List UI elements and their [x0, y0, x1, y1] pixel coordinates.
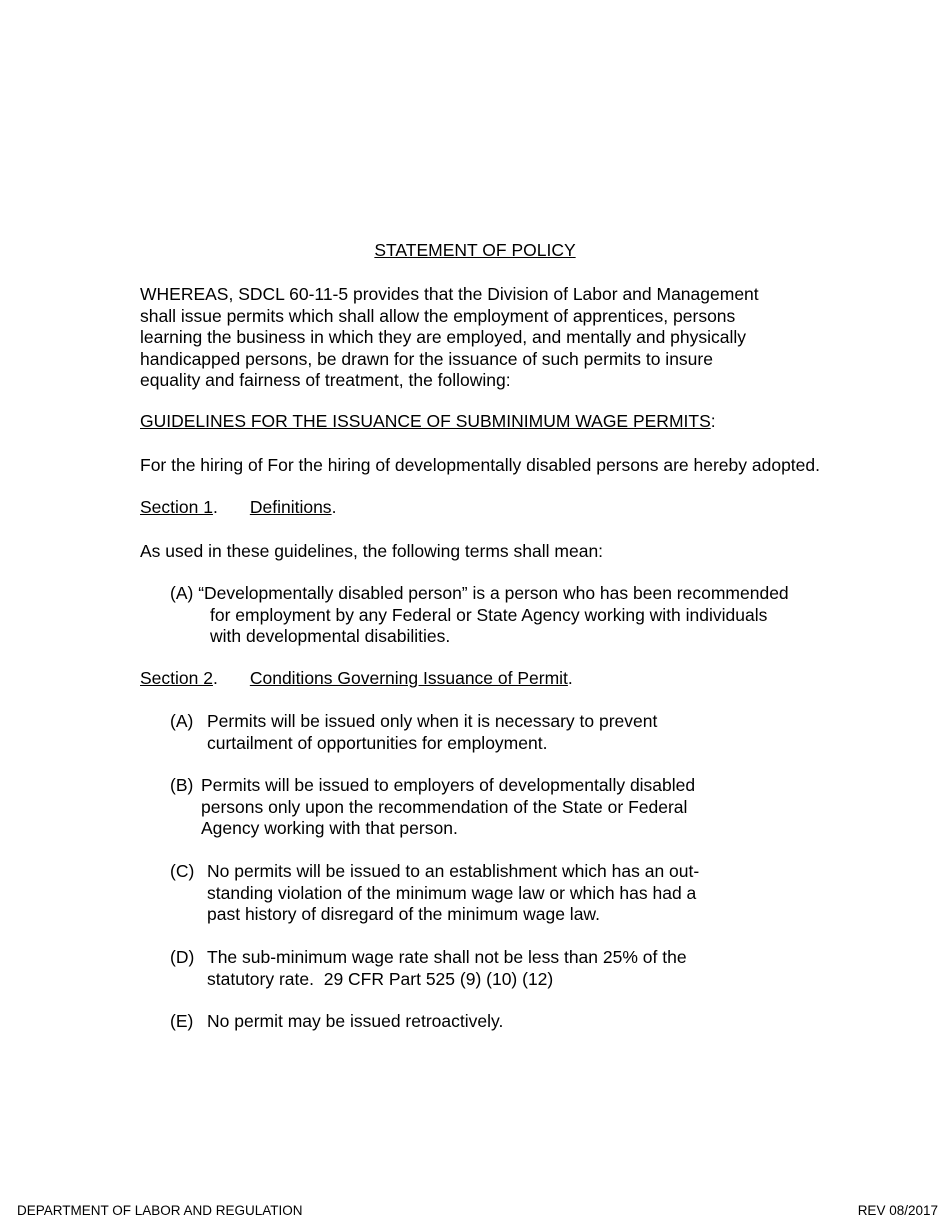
whereas-paragraph: [140, 284, 759, 392]
condition-line: Agency working with that person.: [201, 818, 458, 838]
guidelines-heading-text: GUIDELINES FOR THE ISSUANCE OF SUBMINIMUM WAGE PERMITS: [140, 411, 711, 431]
whereas-line: learning the business in which they are employed, and mentally and physically: [140, 327, 747, 347]
condition-line: curtailment of opportunities for employment.: [207, 732, 548, 753]
condition-line: persons only upon the recommendation of the State or Federal: [201, 796, 688, 817]
condition-line: past history of disregard of the minimum wage law.: [207, 904, 600, 924]
whereas-line: handicapped persons, be drawn for the issuance of such permits to insure: [140, 348, 713, 369]
section-1-number: Section 1: [140, 497, 213, 517]
condition-label: (A): [170, 711, 194, 731]
section-2-period: .: [212, 668, 218, 688]
definition-a-first-line: (A) “Developmentally disabled person” is a person who has been recommended: [170, 583, 789, 603]
footer-revision: REV 08/2017: [857, 1203, 938, 1218]
condition-line: Permits will be issued to employers of developmentally disabled: [201, 775, 696, 795]
section-1-period: .: [212, 497, 218, 517]
document-title: STATEMENT OF POLICY: [374, 240, 576, 260]
condition-label: (D): [170, 947, 195, 967]
section-1-heading: [140, 497, 336, 519]
whereas-line: WHEREAS, SDCL 60-11-5 provides that the Division of Labor and Management: [140, 284, 759, 304]
condition-line: The sub-minimum wage rate shall not be less than 25% of the: [207, 947, 687, 967]
condition-line: No permits will be issued to an establishment which has an out-: [207, 861, 700, 881]
hiring-paragraph: For the hiring of For the hiring of developmentally disabled persons are hereby adopted.: [140, 455, 820, 475]
section-2-title: Conditions Governing Issuance of Permit: [249, 668, 568, 688]
guidelines-colon: :: [710, 411, 716, 431]
condition-line: Permits will be issued only when it is necessary to prevent: [207, 711, 658, 731]
section-2-number: Section 2: [140, 668, 213, 688]
condition-label: (E): [170, 1011, 194, 1031]
as-used-paragraph: As used in these guidelines, the following terms shall mean:: [140, 541, 604, 561]
section-1-title-period: .: [331, 497, 337, 517]
footer-department: DEPARTMENT OF LABOR AND REGULATION: [17, 1203, 303, 1218]
whereas-line: equality and fairness of treatment, the following:: [140, 370, 511, 390]
whereas-line: shall issue permits which shall allow the employment of apprentices, persons: [140, 305, 736, 326]
condition-line: statutory rate. 29 CFR Part 525 (9) (10) (12): [207, 968, 554, 989]
condition-line: No permit may be issued retroactively.: [207, 1011, 504, 1031]
condition-line: standing violation of the minimum wage law or which has had a: [207, 882, 697, 903]
section-2-heading: [140, 668, 573, 690]
section-1-title: Definitions: [249, 497, 332, 517]
guidelines-heading: [140, 411, 716, 433]
definition-a-line: with developmental disabilities.: [210, 626, 451, 646]
definition-a-line: for employment by any Federal or State Agency working with individuals: [210, 604, 768, 625]
condition-label: (B): [170, 775, 194, 795]
section-2-title-period: .: [567, 668, 573, 688]
condition-label: (C): [170, 861, 195, 881]
